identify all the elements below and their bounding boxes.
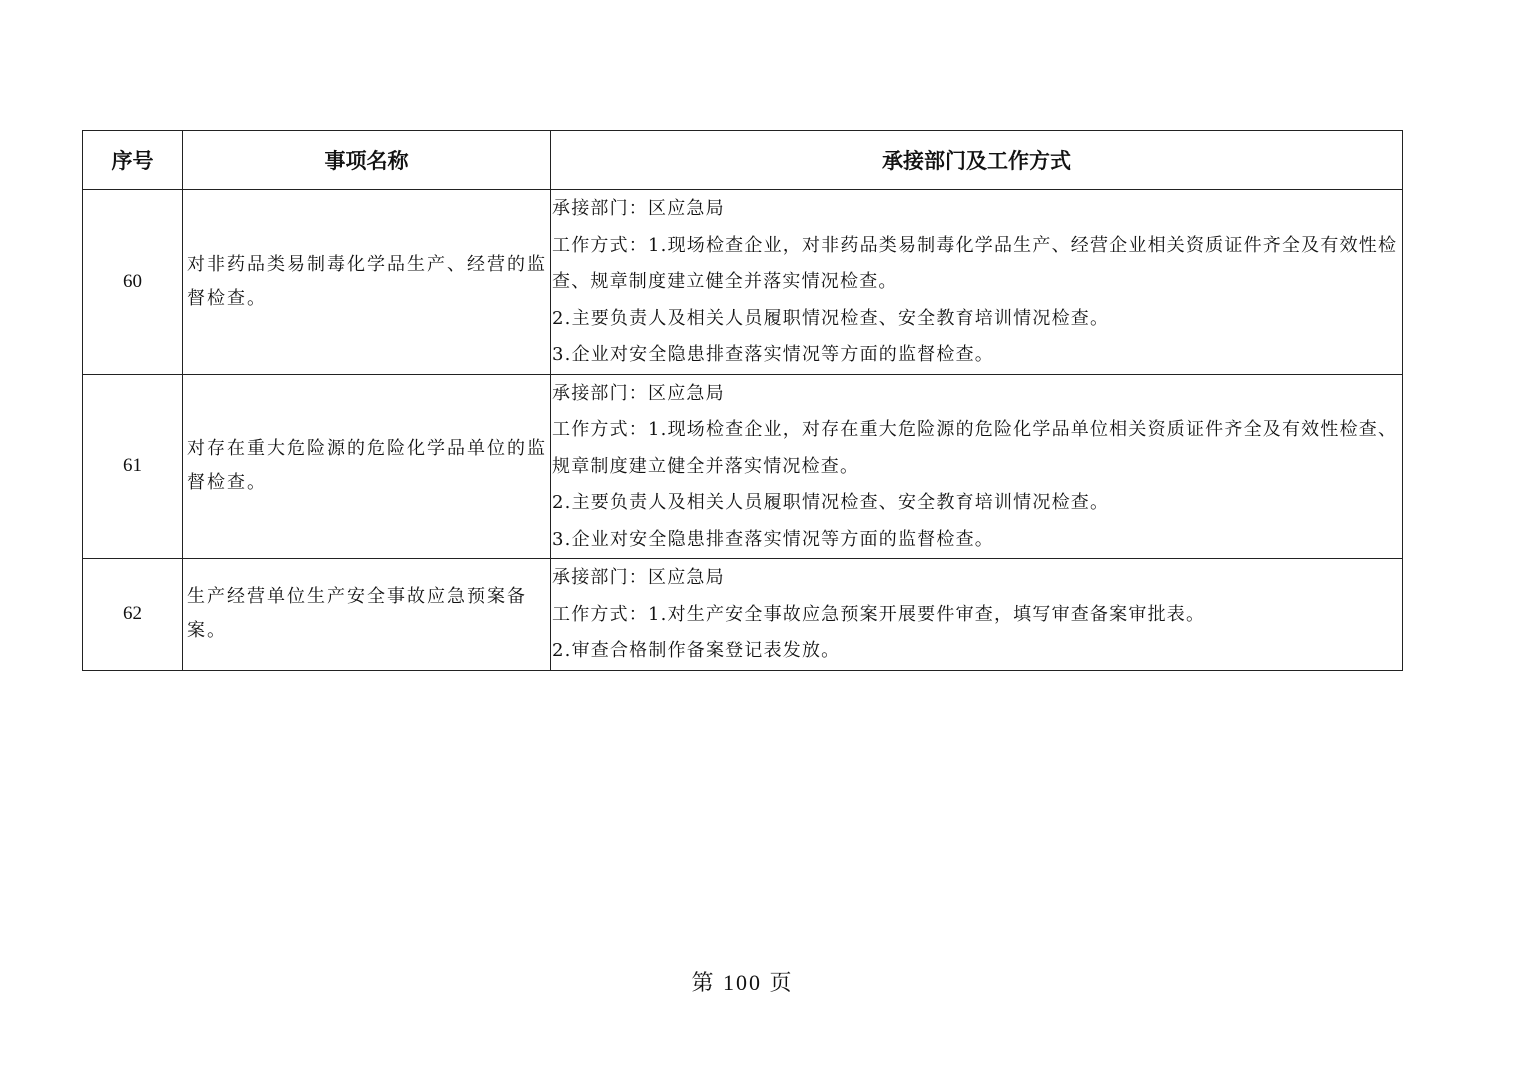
row-detail: [551, 190, 1403, 375]
detail-method-step-3: 3.企业对安全隐患排查落实情况等方面的监督检查。: [552, 528, 994, 550]
page-number: 第 100 页: [691, 970, 794, 995]
row-detail: [551, 559, 1403, 671]
detail-method-step-1: 工作方式：1.现场检查企业，对非药品类易制毒化学品生产、经营企业相关资质证件齐全及有效性检查、规章制度建立健全并落实情况检查。: [552, 234, 1398, 292]
row-serial-number: 61: [83, 374, 183, 559]
header-department-method: 承接部门及工作方式: [551, 131, 1403, 190]
row-serial-number: 62: [83, 559, 183, 671]
table-row: [83, 374, 1403, 559]
detail-method-step-3: 3.企业对安全隐患排查落实情况等方面的监督检查。: [552, 344, 994, 365]
detail-method-step-2: 2.审查合格制作备案登记表发放。: [552, 640, 841, 661]
row-item-name: 对非药品类易制毒化学品生产、经营的监督检查。: [183, 190, 551, 375]
table-row: [83, 190, 1403, 375]
row-detail: [551, 374, 1403, 559]
table-header-row: [83, 131, 1403, 190]
items-table: [82, 130, 1403, 671]
table-row: [83, 559, 1403, 671]
row-serial-number: 60: [83, 190, 183, 375]
detail-department: 承接部门：区应急局: [552, 198, 725, 219]
detail-department: 承接部门：区应急局: [552, 382, 725, 404]
row-item-name: 对存在重大危险源的危险化学品单位的监督检查。: [183, 374, 551, 559]
detail-department: 承接部门：区应急局: [552, 567, 725, 588]
header-serial-number: 序号: [83, 131, 183, 190]
detail-method-step-1: 工作方式：1.对生产安全事故应急预案开展要件审查，填写审查备案审批表。: [552, 603, 1206, 625]
header-item-name: 事项名称: [183, 131, 551, 190]
detail-method-step-2: 2.主要负责人及相关人员履职情况检查、安全教育培训情况检查。: [552, 492, 1110, 513]
row-item-name: 生产经营单位生产安全事故应急预案备案。: [183, 559, 551, 671]
detail-method-step-2: 2.主要负责人及相关人员履职情况检查、安全教育培训情况检查。: [552, 307, 1110, 329]
detail-method-step-1: 工作方式：1.现场检查企业，对存在重大危险源的危险化学品单位相关资质证件齐全及有效性检查、规章制度建立健全并落实情况检查。: [552, 419, 1398, 477]
